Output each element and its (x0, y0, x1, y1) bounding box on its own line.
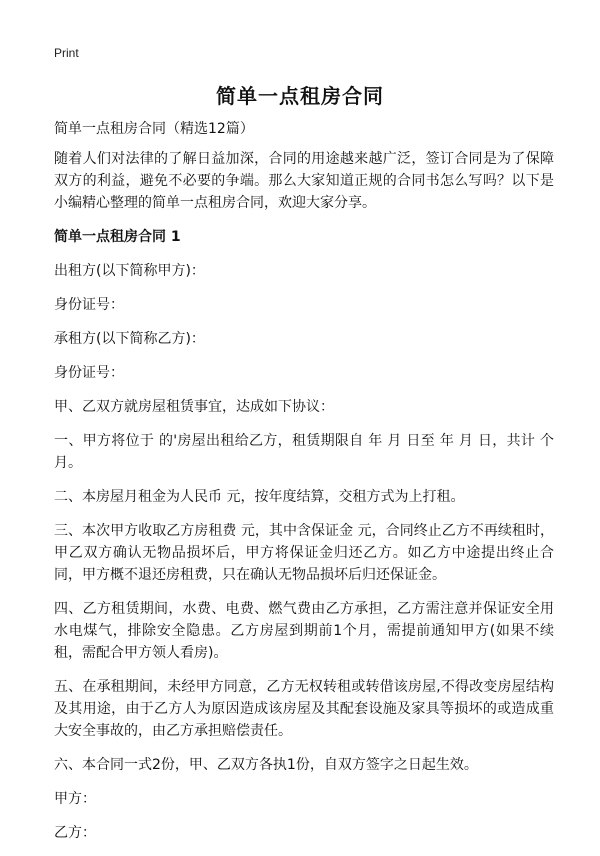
document-subtitle: 简单一点租房合同（精选12篇） (54, 121, 254, 137)
party-a-signature-line: 甲方： (54, 791, 96, 807)
clause-3: 三、本次甲方收取乙方房租费 元，其中含保证金 元，合同终止乙方不再续租时，甲乙双方确认无物品损坏后，甲方将保证金归还乙方。如乙方中途提出终止合同，甲方概不退还房租费，只在确认无物品损坏后归还保证金。 (54, 523, 554, 583)
document-body (54, 118, 554, 856)
party-b-signature-line: 乙方： (54, 825, 96, 841)
lessee-line: 承租方(以下简称乙方)： (54, 331, 205, 347)
document-title: 简单一点租房合同 (216, 84, 384, 108)
clause-2: 二、本房屋月租金为人民币 元，按年度结算，交租方式为上打租。 (54, 489, 465, 505)
clause-1: 一、甲方将位于 的'房屋出租给乙方，租赁期限自 年 月 日至 年 月 日，共计 个月。 (54, 433, 554, 471)
lessor-id-line: 身份证号： (54, 297, 124, 313)
intro-paragraph: 随着人们对法律的了解日益加深，合同的用途越来越广泛，签订合同是为了保障双方的利益，避免不必要的争端。那么大家知道正规的合同书怎么写吗？以下是小编精心整理的简单一点租房合同，欢迎大家分享。 (54, 151, 554, 211)
clause-4: 四、乙方租赁期间，水费、电费、燃气费由乙方承担，乙方需注意并保证安全用水电煤气，排除安全隐患。乙方房屋到期前1个月，需提前通知甲方(如果不续租，需配合甲方领人看房)。 (54, 601, 554, 661)
section-heading: 简单一点租房合同 1 (54, 229, 181, 245)
print-link[interactable]: Print (54, 46, 79, 60)
clause-5: 五、在承租期间，未经甲方同意，乙方无权转租或转借该房屋,不得改变房屋结构及其用途，由于乙方人为原因造成该房屋及其配套设施及家具等损坏的或造成重大安全事故的，由乙方承担赔偿责任。 (54, 679, 554, 739)
agreement-intro: 甲、乙双方就房屋租赁事宜，达成如下协议： (54, 399, 334, 415)
clause-6: 六、本合同一式2份，甲、乙双方各执1份，自双方签字之日起生效。 (54, 757, 478, 773)
lessee-id-line: 身份证号： (54, 365, 124, 381)
lessor-line: 出租方(以下简称甲方)： (54, 263, 205, 279)
